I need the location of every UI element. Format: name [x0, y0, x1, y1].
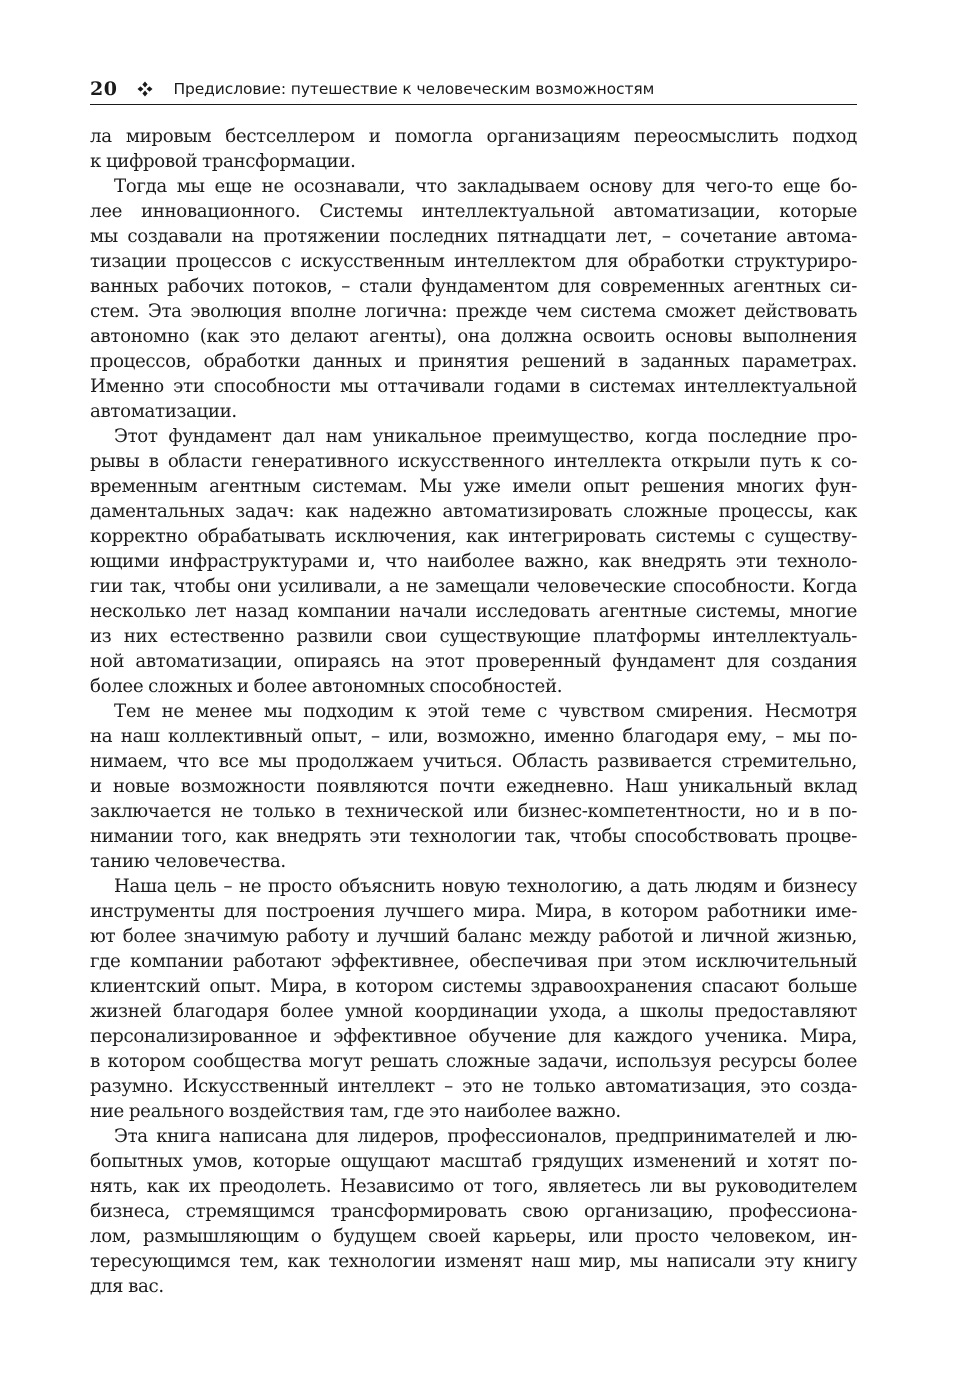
text-line: нять, как их преодолеть. Независимо от того, являетесь ли вы руководителем [90, 1176, 857, 1197]
text-line: для вас. [90, 1276, 164, 1297]
text-line: Эта книга написана для лидеров, профессионалов, предпринимателей и лю- [114, 1126, 857, 1147]
text-line: более сложных и более автономных способностей. [90, 676, 563, 697]
text-line: даментальных задач: как надежно автоматизировать сложные процессы, как [90, 501, 857, 522]
text-line: бизнеса, стремящимся трансформировать свою организацию, профессиона- [90, 1201, 857, 1222]
text-line: где компании работают эффективнее, обеспечивая при этом исключительный [90, 951, 857, 972]
paragraph [90, 174, 857, 424]
text-line: лом, размышляющим о будущем своей карьеры, или просто человеком, ин- [90, 1226, 857, 1247]
text-line: Именно эти способности мы оттачивали годами в системах интеллектуальной [90, 376, 857, 397]
paragraph [90, 124, 857, 174]
text-line: в котором сообщества могут решать сложные задачи, используя ресурсы более [90, 1051, 857, 1072]
text-line: бопытных умов, которые ощущают масштаб грядущих изменений и хотят по- [90, 1151, 857, 1172]
paragraph [90, 1124, 857, 1299]
text-line: автономно (как это делают агенты), она должна освоить основы выполнения [90, 326, 857, 347]
text-line: ной автоматизации, опираясь на этот проверенный фундамент для создания [90, 651, 857, 672]
text-line: лее инновационного. Системы интеллектуальной автоматизации, которые [90, 201, 857, 222]
text-line: персонализированное и эффективное обучение для каждого ученика. Мира, [90, 1026, 857, 1047]
text-line: клиентский опыт. Мира, в котором системы здравоохранения спасают больше [90, 976, 857, 997]
text-line: жизней благодаря более умной координации ухода, а школы предоставляют [90, 1001, 857, 1022]
text-line: из них естественно развили свои существующие платформы интеллектуаль- [90, 626, 857, 647]
text-line: ла мировым бестселлером и помогла организациям переосмыслить подход [90, 126, 857, 147]
text-line: заключается не только в технической или бизнес-компетентности, но и в по- [90, 801, 857, 822]
text-line: корректно обрабатывать исключения, как интегрировать системы с существу- [90, 526, 857, 547]
four-diamond-ornament-icon [137, 81, 153, 97]
paragraph [90, 424, 857, 699]
text-line: и новые возможности появляются почти ежедневно. Наш уникальный вклад [90, 776, 857, 797]
chapter-title: Предисловие: путешествие к человеческим возможностям [173, 80, 655, 98]
text-line: рывы в области генеративного искусственного интеллекта открыли путь к со- [90, 451, 857, 472]
text-line: нимаем, что все мы продолжаем учиться. Область развивается стремительно, [90, 751, 857, 772]
text-line: танию человечества. [90, 851, 286, 872]
text-line: мы создавали на протяжении последних пятнадцати лет, – сочетание автома- [90, 226, 857, 247]
page-number: 20 [90, 78, 118, 100]
text-line: тересующимся тем, как технологии изменят наш мир, мы написали эту книгу [90, 1251, 857, 1272]
text-line: стем. Эта эволюция вполне логична: прежде чем система сможет действовать [90, 301, 857, 322]
text-line: процессов, обработки данных и принятия решений в заданных параметрах. [90, 351, 857, 372]
paragraph [90, 699, 857, 874]
text-line: Этот фундамент дал нам уникальное преимущество, когда последние про- [114, 426, 857, 447]
text-line: автоматизации. [90, 401, 237, 422]
paragraph [90, 874, 857, 1124]
text-line: к цифровой трансформации. [90, 151, 356, 172]
text-line: Тогда мы еще не осознавали, что закладываем основу для чего-то еще бо- [114, 176, 857, 197]
body-text [90, 124, 857, 1299]
text-line: Тем не менее мы подходим к этой теме с чувством смирения. Несмотря [114, 701, 857, 722]
text-line: ют более значимую работу и лучший баланс между работой и личной жизнью, [90, 926, 857, 947]
text-line: ющими инфраструктурами и, что наиболее важно, как внедрять эти техноло- [90, 551, 857, 572]
text-line: инструменты для построения лучшего мира. Мира, в котором работники име- [90, 901, 857, 922]
text-line: Наша цель – не просто объяснить новую технологию, а дать людям и бизнесу [114, 876, 857, 897]
text-line: тизации процессов с искусственным интеллектом для обработки структуриро- [90, 251, 857, 272]
text-line: ванных рабочих потоков, – стали фундаментом для современных агентных си- [90, 276, 857, 297]
text-line: гии так, чтобы они усиливали, а не замещали человеческие способности. Когда [90, 576, 857, 597]
text-line: временным агентным системам. Мы уже имели опыт решения многих фун- [90, 476, 857, 497]
text-line: ние реального воздействия там, где это наиболее важно. [90, 1101, 621, 1122]
text-line: нимании того, как внедрять эти технологии так, чтобы способствовать процве- [90, 826, 857, 847]
text-line: на наш коллективный опыт, – или, возможно, именно благодаря ему, – мы по- [90, 726, 857, 747]
text-line: несколько лет назад компании начали исследовать агентные системы, многие [90, 601, 857, 622]
running-header [90, 76, 857, 105]
text-line: разумно. Искусственный интеллект – это не только автоматизация, это созда- [90, 1076, 857, 1097]
